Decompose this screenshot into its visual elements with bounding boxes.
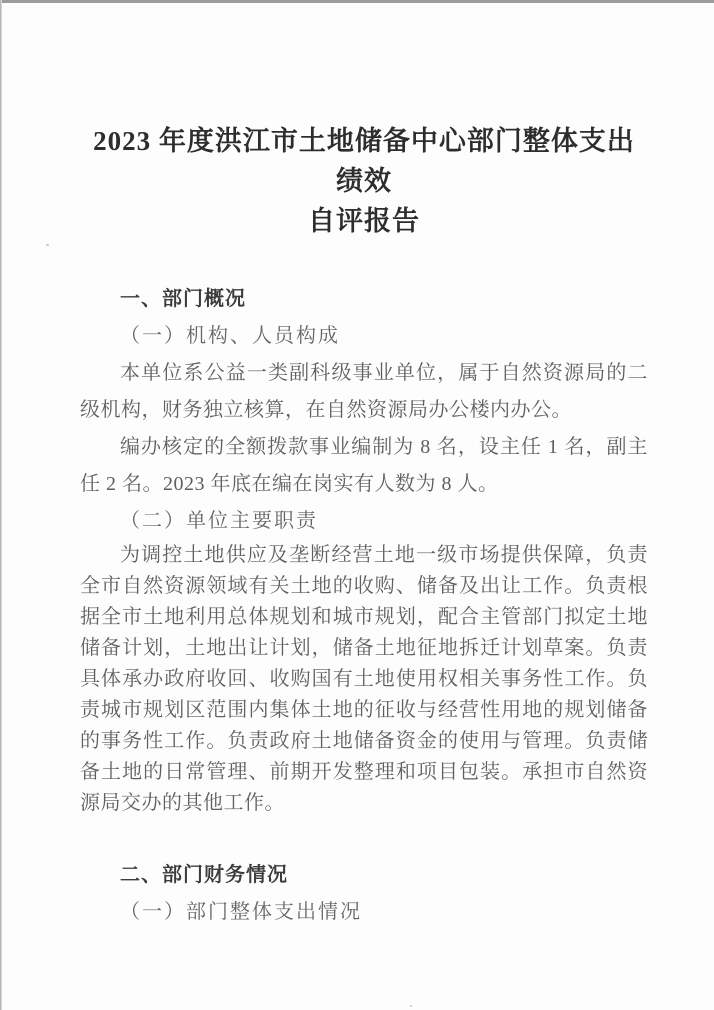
section-2-heading: 二、部门财务情况 [120,864,288,886]
scan-speckle [46,244,49,246]
section-2-subheading-a: （一）部门整体支出情况 [120,901,362,923]
document-title-line-1: 2023 年度洪江市土地储备中心部门整体支出绩效 [93,126,635,196]
scan-speckle [410,1005,412,1007]
document-title-line-2: 自评报告 [308,206,420,236]
section-1-paragraph-1: 本单位系公益一类副科级事业单位，属于自然资源局的二级机构，财务独立核算，在自然资源局办公楼内办公。 [80,362,648,421]
section-1-subheading-a: （一）机构、人员构成 [120,325,340,347]
section-1-paragraph-3: 为调控土地供应及垄断经营土地一级市场提供保障，负责全市自然资源领域有关土地的收购、储备及出让工作。负责根据全市土地利用总体规划和城市规划，配合主管部门拟定土地储备计划，土地出让计划，储备土地征地拆迁计划草案。负责具体承办政府收回、收购国有土地使用权相关事务性工作。负责城市规划区范围内集体土地的征收与经营性用地的规划储备的事务性工作。负责政府土地储备资金的使用与管理。负责储备土地的日常管理、前期开发整理和项目包装。承担市自然资源局交办的其他工作。 [80,544,648,814]
section-1-heading: 一、部门概况 [120,288,246,310]
section-1-paragraph-2: 编办核定的全额拨款事业编制为 8 名，设主任 1 名，副主任 2 名。2023 年底在编在岗实有人数为 8 人。 [80,436,648,495]
document-title [80,121,648,241]
section-1-subheading-b: （二）单位主要职责 [120,510,318,532]
scan-edge-left [0,0,2,1010]
document-content [80,0,648,931]
